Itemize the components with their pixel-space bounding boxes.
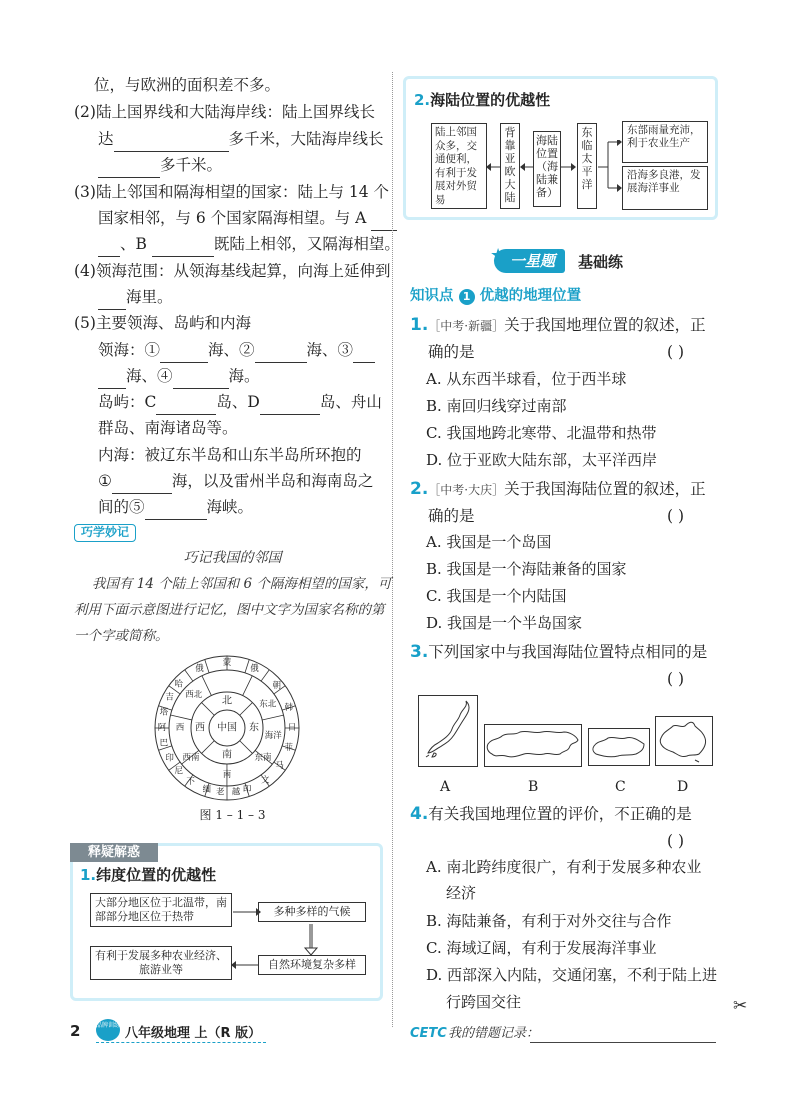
- map-c-mongolia[interactable]: [588, 728, 650, 766]
- answer-blank[interactable]: [255, 345, 307, 363]
- wheel-country: 不: [186, 776, 195, 787]
- wheel-country: 阿: [157, 723, 167, 733]
- star-banner: 一星题: [494, 249, 565, 273]
- option[interactable]: D. 我国是一个半岛国家: [426, 614, 583, 632]
- wheel-country: 老: [215, 787, 225, 798]
- answer-blank[interactable]: [114, 134, 229, 152]
- answer-paren[interactable]: ( ): [667, 670, 685, 688]
- option[interactable]: D. 位于亚欧大陆东部，太平洋西岸: [426, 451, 658, 469]
- volume-label: 上（R 版）: [194, 1026, 262, 1041]
- explain-title: 纬度位置的优越性: [96, 866, 217, 884]
- option[interactable]: C. 海域辽阔，有利于发展海洋事业: [426, 939, 657, 957]
- option[interactable]: C. 我国是一个内陆国: [426, 587, 567, 605]
- wheel-country: 文: [260, 775, 270, 786]
- tip-title: 巧记我国的邻国: [183, 550, 282, 566]
- flow-box-environment: 自然环境复杂多样: [258, 955, 366, 975]
- wheel-center: 中国: [217, 722, 237, 734]
- cetc-logo: CETC: [410, 1026, 447, 1041]
- map-label-a: A: [440, 779, 451, 795]
- wheel-country: 缅: [202, 784, 212, 795]
- error-record-label: 我的错题记录：: [448, 1026, 540, 1041]
- wheel-country: 巴: [159, 738, 169, 749]
- map-d-australia[interactable]: [655, 716, 713, 766]
- answer-paren[interactable]: ( ): [667, 832, 685, 850]
- wheel-region: 东北: [259, 699, 277, 710]
- section-label: 基础练: [578, 253, 624, 271]
- option[interactable]: D. 西部深入内陆，交通闭塞，不利于陆上进: [426, 966, 718, 984]
- answer-blank[interactable]: [260, 397, 320, 415]
- map-label-d: D: [677, 779, 689, 795]
- text-line: 位，与欧洲的面积差不多。: [94, 76, 281, 94]
- flow-box-climate: 多种多样的气候: [258, 902, 366, 922]
- map-a-japan[interactable]: [418, 695, 478, 767]
- wheel-direction: 北: [222, 695, 232, 707]
- q5-text: (5)主要领海、岛屿和内海: [74, 314, 251, 332]
- wheel-country: 尼: [174, 766, 183, 777]
- wheel-region: 西: [175, 723, 185, 733]
- error-record-line[interactable]: [530, 1042, 716, 1043]
- wheel-country: 吉: [165, 692, 174, 703]
- knowledge-point-title: 优越的地理位置: [479, 288, 582, 304]
- wheel-country: 俄: [195, 664, 204, 675]
- wheel-direction: 南: [222, 749, 232, 761]
- explain-banner: 释疑解惑: [70, 843, 158, 862]
- flow-arrows: [230, 905, 380, 975]
- brand-logo: 品牌训练: [96, 1019, 120, 1041]
- answer-blank[interactable]: [371, 213, 397, 231]
- flow-box-rainfall: 东部雨量充沛，利于农业生产: [622, 121, 708, 163]
- wheel-country: 塔: [159, 707, 169, 718]
- star-icon: ★: [490, 245, 507, 266]
- column-divider: [392, 72, 393, 1027]
- answer-blank[interactable]: [152, 239, 214, 257]
- wheel-region: 海洋: [264, 731, 282, 742]
- wheel-direction: 西: [195, 722, 205, 734]
- wheel-country: 菲: [284, 743, 294, 754]
- wheel-country: 蒙: [222, 658, 232, 668]
- wheel-country: 韩: [284, 702, 294, 713]
- flow-box-economy: 有利于发展多种农业经济、旅游业等: [90, 946, 232, 980]
- map-b-russia[interactable]: [484, 724, 582, 767]
- neighbor-wheel-diagram: [135, 652, 315, 802]
- page-number: 2: [70, 1022, 81, 1040]
- answer-blank[interactable]: [145, 502, 207, 520]
- answer-blank[interactable]: [98, 371, 126, 389]
- option[interactable]: C. 我国地跨北寒带、北温带和热带: [426, 424, 657, 442]
- scissors-icon: ✂: [733, 996, 748, 1016]
- answer-blank[interactable]: [98, 292, 126, 310]
- question-2: 2.［中考·大庆］关于我国海陆位置的叙述，正: [410, 479, 706, 499]
- option[interactable]: A. 从东西半球看，位于西半球: [426, 370, 627, 388]
- sea-land-title: 海陆位置的优越性: [430, 91, 551, 109]
- option[interactable]: B. 海陆兼备，有利于对外交往与合作: [426, 912, 672, 930]
- answer-blank[interactable]: [173, 371, 229, 389]
- wheel-country: 朝: [272, 681, 282, 692]
- answer-blank[interactable]: [353, 345, 375, 363]
- flow-box-neighbors: 陆上邻国众多，交通便利，有利于发展对外贸易: [431, 123, 487, 209]
- question-4: 4.有关我国地理位置的评价，不正确的是: [410, 804, 692, 824]
- q2-text: (2)陆上国界线和大陆海岸线：陆上国界线长: [74, 103, 375, 121]
- figure-caption: 图 1 – 1 – 3: [199, 808, 266, 822]
- wheel-country: 哈: [174, 679, 183, 690]
- wheel-region: 南: [222, 770, 232, 780]
- wheel-country: 印: [242, 784, 252, 795]
- map-label-b: B: [528, 779, 539, 795]
- wheel-country: 印: [165, 753, 174, 764]
- answer-blank[interactable]: [156, 397, 216, 415]
- flow-box-eurasia: 背靠亚欧大陆: [500, 123, 520, 209]
- grade-label: 八年级地理: [125, 1026, 191, 1041]
- answer-blank[interactable]: [98, 160, 160, 178]
- answer-paren[interactable]: ( ): [667, 507, 685, 525]
- wheel-direction: 东: [249, 722, 259, 734]
- wheel-country: 马: [275, 761, 284, 772]
- answer-blank[interactable]: [112, 476, 172, 494]
- flow-box-pacific: 东临太平洋: [577, 123, 597, 209]
- tip-badge: 巧学妙记: [74, 524, 136, 542]
- wheel-country: 越: [231, 787, 241, 798]
- wheel-region: 东南: [254, 753, 272, 764]
- footer-rule: [96, 1042, 266, 1043]
- sea-land-arrows: [484, 140, 629, 200]
- question-3: 3.下列国家中与我国海陆位置特点相同的是: [410, 642, 708, 662]
- option[interactable]: A. 我国是一个岛国: [426, 533, 552, 551]
- flow-box-latitude: 大部分地区位于北温带，南部部分地区位于热带: [90, 893, 232, 927]
- question-1: 1.［中考·新疆］关于我国地理位置的叙述，正: [410, 315, 706, 335]
- knowledge-point-label: 知识点: [410, 288, 454, 304]
- answer-blank[interactable]: [98, 239, 120, 257]
- option[interactable]: B. 南回归线穿过南部: [426, 397, 567, 415]
- wheel-country: 俄: [250, 664, 259, 675]
- wheel-region: 西南: [182, 753, 200, 764]
- knowledge-point-number: 1: [459, 289, 475, 305]
- flow-box-sea-land: 海陆位置（海陆兼备）: [533, 131, 561, 207]
- option[interactable]: B. 我国是一个海陆兼备的国家: [426, 560, 627, 578]
- wheel-region: 西北: [185, 689, 203, 700]
- map-label-c: C: [615, 779, 626, 795]
- answer-paren[interactable]: ( ): [667, 343, 685, 361]
- q3-text: (3)陆上邻国和隔海相望的国家：陆上与 14 个: [74, 183, 390, 201]
- option[interactable]: A. 南北跨纬度很广，有利于发展多种农业: [426, 858, 702, 876]
- q4-text: (4)领海范围：从领海基线起算，向海上延伸到: [74, 262, 391, 280]
- wheel-country: 日: [287, 723, 297, 733]
- flow-box-harbors: 沿海多良港，发展海洋事业: [622, 166, 708, 210]
- answer-blank[interactable]: [160, 345, 208, 363]
